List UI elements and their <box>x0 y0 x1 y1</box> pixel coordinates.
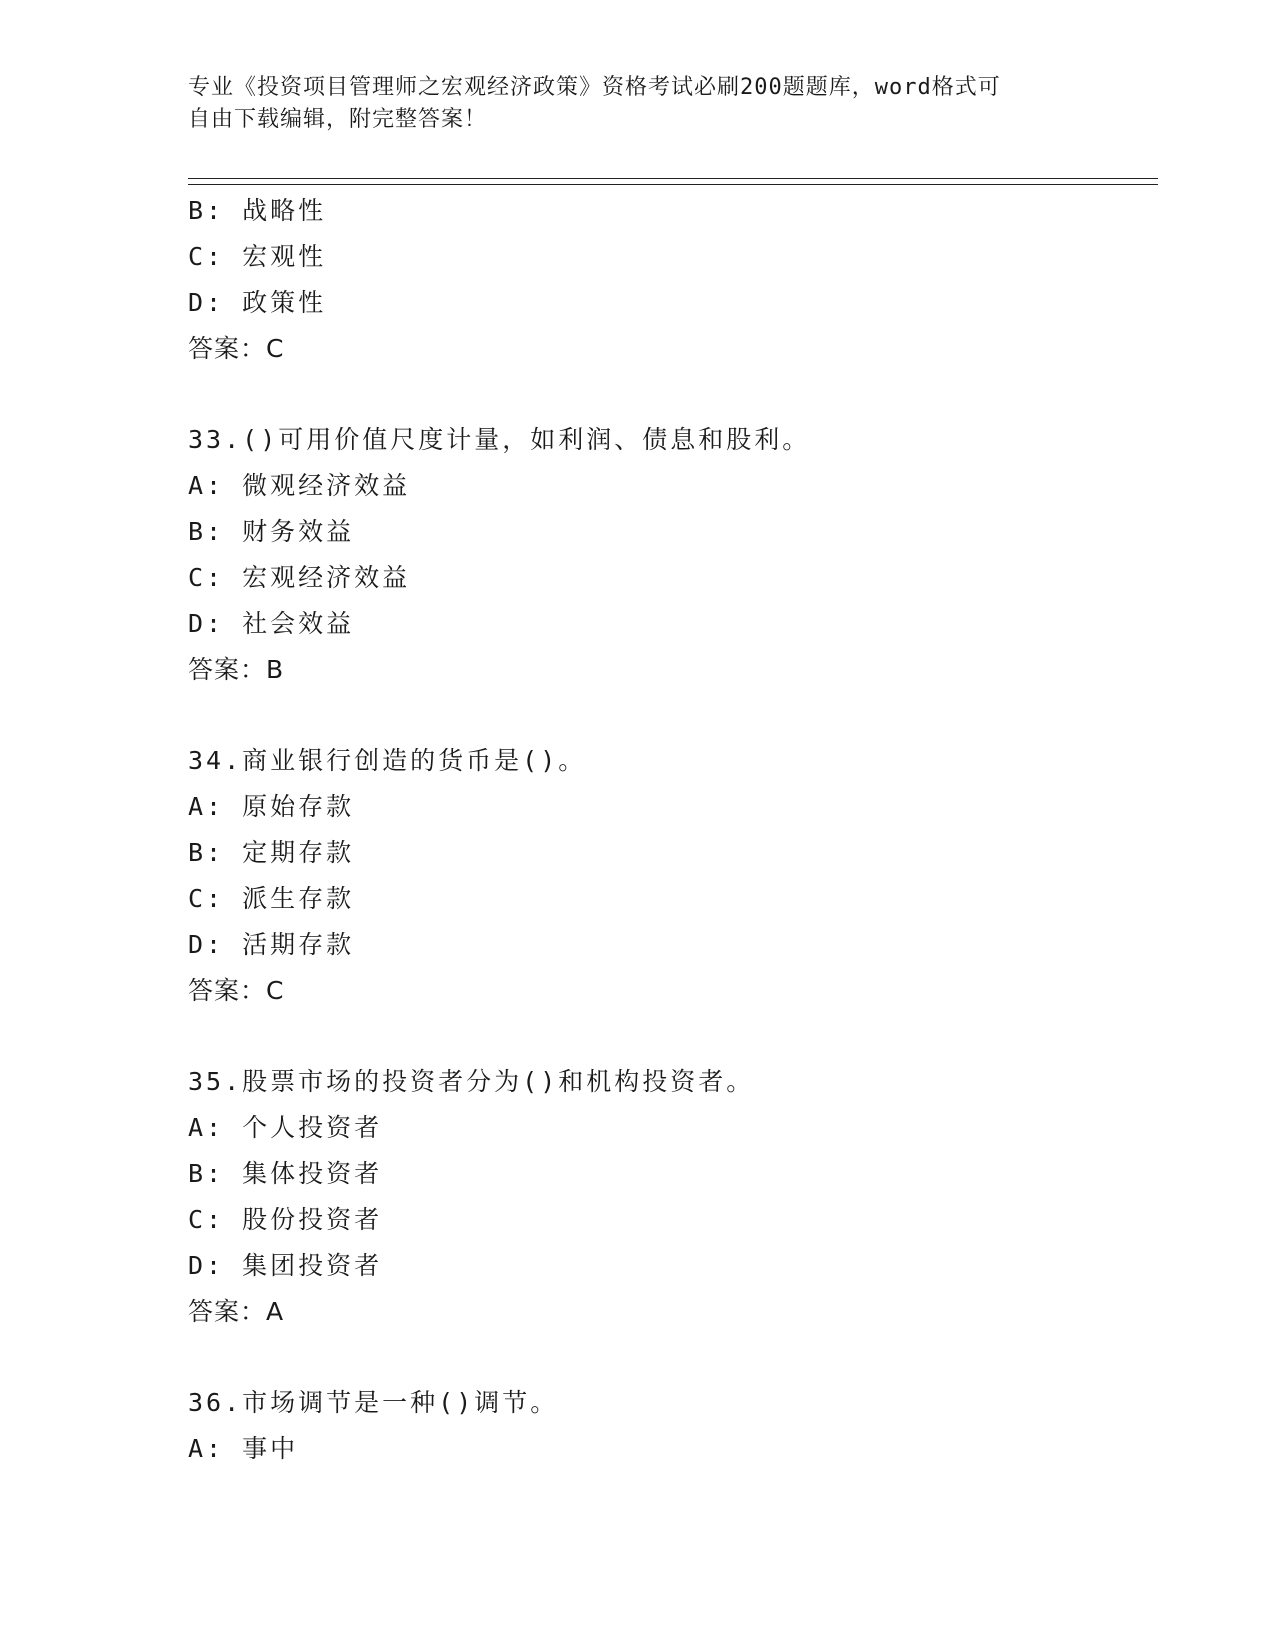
option: A: 原始存款 <box>188 792 355 821</box>
question-block <box>188 1380 1148 1472</box>
option: B: 财务效益 <box>188 517 355 546</box>
option: D: 活期存款 <box>188 930 355 959</box>
option: B: 战略性 <box>188 196 327 225</box>
option: D: 集团投资者 <box>188 1251 383 1280</box>
option: D: 政策性 <box>188 288 327 317</box>
option: A: 事中 <box>188 1434 299 1463</box>
answer-line: 答案：B <box>188 655 285 684</box>
answer-line: 答案：C <box>188 334 285 363</box>
option: C: 宏观经济效益 <box>188 563 411 592</box>
question-block <box>188 738 1148 1014</box>
option: A: 微观经济效益 <box>188 471 411 500</box>
question-text: 33.()可用价值尺度计量，如利润、债息和股利。 <box>188 425 811 454</box>
option: C: 派生存款 <box>188 884 355 913</box>
option: B: 定期存款 <box>188 838 355 867</box>
option: C: 股份投资者 <box>188 1205 383 1234</box>
option: A: 个人投资者 <box>188 1113 383 1142</box>
question-text: 34.商业银行创造的货币是()。 <box>188 746 587 775</box>
header-divider-bottom <box>188 184 1158 185</box>
header-divider-top <box>188 178 1158 179</box>
answer-line: 答案：C <box>188 976 285 1005</box>
question-block <box>188 417 1148 693</box>
question-list <box>188 188 1148 1472</box>
question-block <box>188 1059 1148 1335</box>
answer-line: 答案：A <box>188 1297 285 1326</box>
question-text: 36.市场调节是一种()调节。 <box>188 1388 559 1417</box>
question-block <box>188 188 1148 372</box>
option: D: 社会效益 <box>188 609 355 638</box>
header-line-1: 专业《投资项目管理师之宏观经济政策》资格考试必刷200题题库，word格式可 <box>188 75 1001 100</box>
option: B: 集体投资者 <box>188 1159 383 1188</box>
header-line-2: 自由下载编辑，附完整答案！ <box>188 107 488 132</box>
option: C: 宏观性 <box>188 242 327 271</box>
document-header <box>188 72 1088 136</box>
question-text: 35.股票市场的投资者分为()和机构投资者。 <box>188 1067 755 1096</box>
